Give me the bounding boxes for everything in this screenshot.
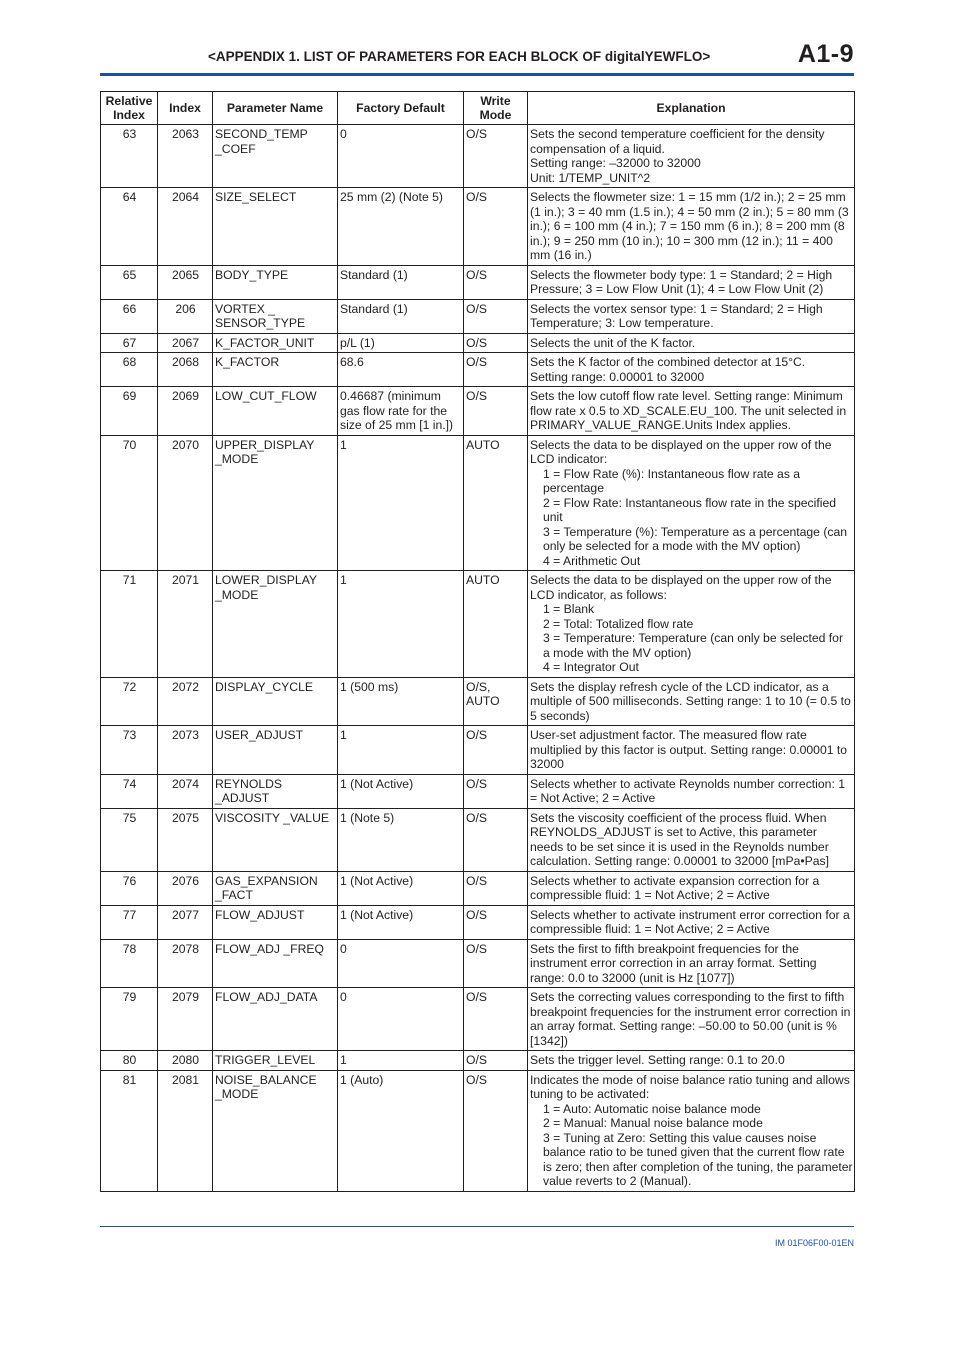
explanation-line: User-set adjustment factor. The measured flow rate multiplied by this factor is output. Setting range: 0.00001 to 32000 <box>530 728 848 771</box>
cell-index: 2073 <box>158 726 213 775</box>
explanation-line: Sets the low cutoff flow rate level. Setting range: Minimum flow rate x 0.5 to XD_SCALE.EU_100. The unit selected in PRIMARY_VALUE_RANGE.Units Index applies. <box>530 389 847 432</box>
explanation-line: Setting range: –32000 to 32000 <box>530 156 701 170</box>
header-rule <box>100 73 854 76</box>
column-header-write-mode: Write Mode <box>464 92 528 125</box>
cell-explanation <box>528 435 855 571</box>
cell-index: 2081 <box>158 1070 213 1191</box>
cell-index: 2075 <box>158 808 213 871</box>
cell-parameter-name: REYNOLDS _ADJUST <box>213 774 338 808</box>
table-row <box>101 353 855 387</box>
cell-parameter-name: FLOW_ADJ _FREQ <box>213 939 338 988</box>
cell-write-mode: O/S <box>464 988 528 1051</box>
cell-write-mode: O/S <box>464 387 528 436</box>
cell-parameter-name: BODY_TYPE <box>213 265 338 299</box>
parameter-table <box>100 91 855 1192</box>
table-header-row <box>101 92 855 125</box>
explanation-option: 2 = Total: Totalized flow rate <box>543 616 694 631</box>
cell-index: 2076 <box>158 871 213 905</box>
cell-relative-index: 68 <box>101 353 158 387</box>
table-row <box>101 1051 855 1071</box>
cell-explanation <box>528 299 855 333</box>
cell-factory-default: 1 (Not Active) <box>338 905 464 939</box>
cell-parameter-name: VISCOSITY _VALUE <box>213 808 338 871</box>
cell-factory-default: 1 <box>338 571 464 678</box>
cell-write-mode: O/S <box>464 808 528 871</box>
explanation-option: 3 = Temperature (%): Temperature as a percentage (can only be selected for a mode with the MV option) <box>543 524 848 553</box>
cell-relative-index: 69 <box>101 387 158 436</box>
explanation-option: 1 = Blank <box>543 602 595 616</box>
cell-explanation <box>528 939 855 988</box>
cell-parameter-name: UPPER_DISPLAY _MODE <box>213 435 338 571</box>
explanation-line: Selects the data to be displayed on the upper row of the LCD indicator: <box>530 437 832 466</box>
explanation-line: Sets the K factor of the combined detector at 15°C. <box>530 355 806 369</box>
cell-parameter-name: USER_ADJUST <box>213 726 338 775</box>
cell-write-mode: O/S <box>464 1070 528 1191</box>
cell-factory-default: Standard (1) <box>338 299 464 333</box>
cell-write-mode: O/S <box>464 188 528 266</box>
page-number: A1-9 <box>797 40 854 68</box>
cell-index: 206 <box>158 299 213 333</box>
cell-parameter-name: SECOND_TEMP _COEF <box>213 125 338 188</box>
cell-factory-default: 25 mm (2) (Note 5) <box>338 188 464 266</box>
cell-factory-default: 1 <box>338 435 464 571</box>
cell-parameter-name: TRIGGER_LEVEL <box>213 1051 338 1071</box>
cell-factory-default: 1 (Note 5) <box>338 808 464 871</box>
cell-write-mode: O/S <box>464 726 528 775</box>
cell-relative-index: 66 <box>101 299 158 333</box>
explanation-line: Selects whether to activate instrument error correction for a compressible fluid: 1 = Not Active; 2 = Active <box>530 907 850 936</box>
table-row <box>101 677 855 726</box>
cell-parameter-name: K_FACTOR <box>213 353 338 387</box>
explanation-line: Unit: 1/TEMP_UNIT^2 <box>530 170 651 185</box>
column-header-index: Index <box>158 92 213 125</box>
table-row <box>101 939 855 988</box>
table-row <box>101 774 855 808</box>
explanation-line: Indicates the mode of noise balance ratio tuning and allows tuning to be activated: <box>530 1072 850 1101</box>
cell-factory-default: 0 <box>338 125 464 188</box>
cell-write-mode: O/S <box>464 939 528 988</box>
cell-factory-default: 0 <box>338 939 464 988</box>
cell-write-mode: O/S <box>464 125 528 188</box>
cell-parameter-name: LOWER_DISPLAY _MODE <box>213 571 338 678</box>
cell-explanation <box>528 353 855 387</box>
cell-index: 2079 <box>158 988 213 1051</box>
table-row <box>101 125 855 188</box>
cell-parameter-name: VORTEX _ SENSOR_TYPE <box>213 299 338 333</box>
header-title: <APPENDIX 1. LIST OF PARAMETERS FOR EACH BLOCK OF digitalYEWFLO> <box>208 49 711 64</box>
cell-index: 2069 <box>158 387 213 436</box>
cell-explanation <box>528 871 855 905</box>
cell-index: 2067 <box>158 333 213 353</box>
table-row <box>101 871 855 905</box>
cell-index: 2070 <box>158 435 213 571</box>
table-row <box>101 988 855 1051</box>
cell-write-mode: O/S <box>464 299 528 333</box>
cell-relative-index: 67 <box>101 333 158 353</box>
cell-write-mode: O/S <box>464 871 528 905</box>
explanation-line: Sets the correcting values corresponding to the first to fifth breakpoint frequencies for the instrument error correction in an array format. Setting range: –50.00 to 50.00 (unit is % [1342]) <box>530 990 851 1048</box>
cell-relative-index: 78 <box>101 939 158 988</box>
explanation-line: Sets the viscosity coefficient of the process fluid. When REYNOLDS_ADJUST is set to Active, this parameter needs to be set since it is used in the Reynolds number calculation. Setting range: 0.00001 to 32000 [mPa•Pas] <box>530 810 829 868</box>
cell-write-mode: O/S <box>464 774 528 808</box>
cell-factory-default: 1 <box>338 726 464 775</box>
column-header-parameter-name: Parameter Name <box>213 92 338 125</box>
table-row <box>101 435 855 571</box>
table-row <box>101 726 855 775</box>
cell-parameter-name: LOW_CUT_FLOW <box>213 387 338 436</box>
cell-factory-default: Standard (1) <box>338 265 464 299</box>
cell-parameter-name: FLOW_ADJ_DATA <box>213 988 338 1051</box>
explanation-line: Sets the trigger level. Setting range: 0.1 to 20.0 <box>530 1053 785 1067</box>
cell-parameter-name: SIZE_SELECT <box>213 188 338 266</box>
explanation-option: 4 = Integrator Out <box>543 660 639 674</box>
cell-factory-default: 1 (500 ms) <box>338 677 464 726</box>
cell-explanation <box>528 808 855 871</box>
cell-parameter-name: FLOW_ADJUST <box>213 905 338 939</box>
cell-explanation <box>528 774 855 808</box>
cell-index: 2074 <box>158 774 213 808</box>
cell-relative-index: 79 <box>101 988 158 1051</box>
cell-write-mode: O/S <box>464 333 528 353</box>
cell-index: 2071 <box>158 571 213 678</box>
explanation-option: 1 = Flow Rate (%): Instantaneous flow rate as a percentage <box>543 466 801 495</box>
column-header-explanation: Explanation <box>528 92 855 125</box>
cell-explanation <box>528 726 855 775</box>
explanation-line: Sets the first to fifth breakpoint frequencies for the instrument error correction in an array format. Setting range: 0.0 to 32000 (unit is Hz [1077]) <box>530 941 817 985</box>
cell-parameter-name: K_FACTOR_UNIT <box>213 333 338 353</box>
cell-parameter-name: NOISE_BALANCE _MODE <box>213 1070 338 1191</box>
cell-explanation <box>528 125 855 188</box>
column-header-factory-default: Factory Default <box>338 92 464 125</box>
explanation-line: Selects the data to be displayed on the upper row of the LCD indicator, as follows: <box>530 573 832 602</box>
explanation-option: 3 = Tuning at Zero: Setting this value causes noise balance ratio to be tuned given that the current flow rate is zero; then after completion of the tuning, the parameter value reverts to 2 (Manual). <box>543 1130 853 1188</box>
cell-index: 2064 <box>158 188 213 266</box>
cell-relative-index: 65 <box>101 265 158 299</box>
cell-index: 2077 <box>158 905 213 939</box>
table-row <box>101 387 855 436</box>
cell-write-mode: O/S <box>464 1051 528 1071</box>
explanation-line: Selects whether to activate expansion correction for a compressible fluid: 1 = Not Active; 2 = Active <box>530 873 820 902</box>
cell-index: 2080 <box>158 1051 213 1071</box>
cell-factory-default: 1 (Auto) <box>338 1070 464 1191</box>
cell-index: 2063 <box>158 125 213 188</box>
explanation-line: Sets the display refresh cycle of the LCD indicator, as a multiple of 500 milliseconds. Setting range: 1 to 10 (= 0.5 to 5 seconds) <box>530 679 851 723</box>
cell-factory-default: 1 <box>338 1051 464 1071</box>
cell-explanation <box>528 188 855 266</box>
cell-factory-default: 0 <box>338 988 464 1051</box>
cell-parameter-name: GAS_EXPANSION _FACT <box>213 871 338 905</box>
cell-write-mode: AUTO <box>464 435 528 571</box>
table-row <box>101 265 855 299</box>
cell-explanation <box>528 1051 855 1071</box>
cell-explanation <box>528 905 855 939</box>
cell-index: 2078 <box>158 939 213 988</box>
cell-relative-index: 63 <box>101 125 158 188</box>
table-row <box>101 808 855 871</box>
explanation-line: Sets the second temperature coefficient for the density compensation of a liquid. <box>530 127 825 156</box>
cell-explanation <box>528 988 855 1051</box>
column-header-relative-index: Relative Index <box>101 92 158 125</box>
cell-relative-index: 71 <box>101 571 158 678</box>
cell-parameter-name: DISPLAY_CYCLE <box>213 677 338 726</box>
table-body <box>101 125 855 1192</box>
cell-write-mode: AUTO <box>464 571 528 678</box>
explanation-option: 2 = Flow Rate: Instantaneous flow rate in the specified unit <box>543 495 837 524</box>
cell-relative-index: 75 <box>101 808 158 871</box>
cell-explanation <box>528 265 855 299</box>
cell-relative-index: 77 <box>101 905 158 939</box>
table-row <box>101 905 855 939</box>
table-row <box>101 188 855 266</box>
cell-write-mode: O/S <box>464 905 528 939</box>
cell-relative-index: 74 <box>101 774 158 808</box>
explanation-line: Setting range: 0.00001 to 32000 <box>530 369 705 384</box>
page-header <box>100 40 854 74</box>
cell-factory-default: 1 (Not Active) <box>338 871 464 905</box>
explanation-line: Selects the flowmeter size: 1 = 15 mm (1/2 in.); 2 = 25 mm (1 in.); 3 = 40 mm (1.5 in.); 4 = 50 mm (2 in.); 5 = 80 mm (3 in.); 6 = 100 mm (4 in.); 7 = 150 mm (6 in.); 8 = 200 mm (8 in.); 9 = 250 mm (10 in.); 10 = 300 mm (12 in.); 11 = 400 mm (16 in.) <box>530 190 849 262</box>
cell-index: 2065 <box>158 265 213 299</box>
cell-relative-index: 70 <box>101 435 158 571</box>
table-row <box>101 333 855 353</box>
explanation-option: 4 = Arithmetic Out <box>543 553 641 568</box>
cell-index: 2068 <box>158 353 213 387</box>
cell-explanation <box>528 387 855 436</box>
cell-factory-default: 1 (Not Active) <box>338 774 464 808</box>
table-row <box>101 299 855 333</box>
cell-explanation <box>528 571 855 678</box>
document-id: IM 01F06F00-01EN <box>774 1238 854 1248</box>
cell-write-mode: O/S <box>464 265 528 299</box>
cell-relative-index: 73 <box>101 726 158 775</box>
cell-explanation <box>528 1070 855 1191</box>
cell-factory-default: 68.6 <box>338 353 464 387</box>
explanation-option: 3 = Temperature: Temperature (can only be selected for a mode with the MV option) <box>543 631 844 660</box>
cell-relative-index: 64 <box>101 188 158 266</box>
cell-factory-default: 0.46687 (minimum gas flow rate for the size of 25 mm [1 in.]) <box>338 387 464 436</box>
explanation-option: 1 = Auto: Automatic noise balance mode <box>543 1101 761 1116</box>
cell-factory-default: p/L (1) <box>338 333 464 353</box>
explanation-option: 2 = Manual: Manual noise balance mode <box>543 1116 763 1130</box>
cell-write-mode: O/S, AUTO <box>464 677 528 726</box>
cell-explanation <box>528 333 855 353</box>
table-row <box>101 571 855 678</box>
table-row <box>101 1070 855 1191</box>
cell-relative-index: 76 <box>101 871 158 905</box>
footer-rule <box>100 1226 854 1227</box>
cell-relative-index: 81 <box>101 1070 158 1191</box>
explanation-line: Selects the unit of the K factor. <box>530 335 696 350</box>
explanation-line: Selects whether to activate Reynolds number correction: 1 = Not Active; 2 = Active <box>530 776 846 805</box>
cell-explanation <box>528 677 855 726</box>
cell-relative-index: 72 <box>101 677 158 726</box>
explanation-line: Selects the vortex sensor type: 1 = Standard; 2 = High Temperature; 3: Low temperature. <box>530 301 823 330</box>
cell-write-mode: O/S <box>464 353 528 387</box>
cell-index: 2072 <box>158 677 213 726</box>
explanation-line: Selects the flowmeter body type: 1 = Standard; 2 = High Pressure; 3 = Low Flow Unit (1); 4 = Low Flow Unit (2) <box>530 267 833 296</box>
cell-relative-index: 80 <box>101 1051 158 1071</box>
